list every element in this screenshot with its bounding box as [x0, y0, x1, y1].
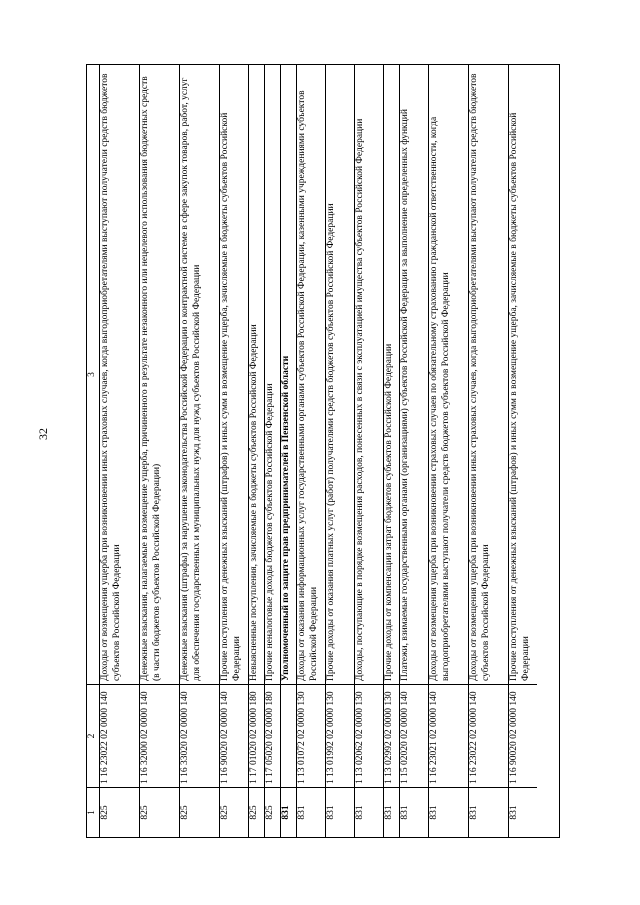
row-description-cell: Невыясненные поступления, зачисляемые в бюджеты субъектов Российской Федерации: [249, 324, 259, 681]
table-row: [140, 65, 180, 837]
row-description-cell: Доходы от возмещения ущерба при возникновении иных страховых случаев, когда выгодоприобретателями выступают получатели средств бюджетов субъектов Российской Федерации: [100, 73, 122, 681]
row-description-cell: Денежные взыскания (штрафы) за нарушение законодательства Российской Федерации о контрактной системе в сфере закупок товаров, работ, услуг для обеспечения государственных и муниципальных нужд для нужд субъектов Российской Федерации: [180, 77, 202, 681]
table-header-row: [87, 65, 100, 837]
row-kbk-cell: 1 16 23021 02 0000 140: [429, 684, 468, 787]
page-number: 32: [36, 428, 50, 440]
row-kbk-cell: 1 13 01992 02 0000 130: [326, 684, 354, 787]
row-kbk-cell: 1 13 01072 02 0000 130: [297, 684, 325, 787]
row-kbk-cell: 1 17 01020 02 0000 180: [249, 684, 264, 787]
row-kbk-cell: 1 17 05020 02 0000 180: [265, 684, 280, 787]
row-description-cell: Доходы от возмещения ущерба при возникновении иных страховых случаев, когда выгодоприобретателями выступают получатели средств бюджетов субъектов Российской Федерации: [469, 73, 491, 681]
table-row: [469, 65, 509, 837]
row-code-cell: 825: [265, 787, 280, 837]
row-description-cell: Платежи, взимаемые государственными органами (организациями) субъектов Российской Федерации за выполнение определенных функций: [400, 109, 410, 681]
table-row: [100, 65, 140, 837]
row-description-cell: Прочие неналоговые доходы бюджетов субъектов Российской Федерации: [265, 383, 275, 681]
row-code-cell: 825: [249, 787, 264, 837]
row-description-cell: Прочие доходы от компенсации затрат бюджетов субъектов Российской Федерации: [384, 343, 394, 681]
row-description-cell: Доходы от возмещения ущерба при возникновении страховых случаев по обязательному страхованию гражданской ответственности, когда выгодоприобретателями выступают получатели средств бюджетов субъектов Российской Федерации: [429, 116, 451, 681]
row-description-cell: Уполномоченный по защите прав предпринимателей в Пензенской области: [281, 355, 291, 681]
table-row: [400, 65, 429, 837]
row-kbk-cell: 1 16 23022 02 0000 140: [100, 684, 139, 787]
row-code-cell: 831: [429, 787, 468, 837]
table-container: [86, 64, 560, 838]
table-row: [355, 65, 384, 837]
row-kbk-cell: [281, 684, 296, 787]
header-col-1: 1: [87, 787, 99, 837]
row-code-cell: 825: [100, 787, 139, 837]
row-code-cell: 825: [140, 787, 179, 837]
row-description-cell: Прочие поступления от денежных взысканий (штрафов) и иных сумм в возмещение ущерба, зачисляемые в бюджеты субъектов Российской Федерации: [220, 112, 242, 681]
table-row: [297, 65, 326, 837]
row-code-cell: 831: [326, 787, 354, 837]
row-kbk-cell: 1 16 90020 02 0000 140: [509, 684, 537, 787]
row-kbk-cell: 1 15 02020 02 0000 140: [400, 684, 428, 787]
row-kbk-cell: 1 13 02992 02 0000 130: [384, 684, 399, 787]
row-description-cell: Доходы, поступающие в порядке возмещения расходов, понесенных в связи с эксплуатацией имущества субъектов Российской Федерации: [355, 118, 365, 681]
table-row: [326, 65, 355, 837]
table-row: [220, 65, 249, 837]
row-code-cell: 831: [281, 787, 296, 837]
table-row: [509, 65, 537, 837]
table-row: [265, 65, 281, 837]
row-code-cell: 831: [400, 787, 428, 837]
row-code-cell: 831: [469, 787, 508, 837]
row-code-cell: 831: [297, 787, 325, 837]
row-kbk-cell: 1 16 33020 02 0000 140: [180, 684, 219, 787]
row-description-cell: Денежные взыскания, налагаемые в возмещение ущерба, причиненного в результате незаконного или нецелевого использования бюджетных средств (в части бюджетов субъектов Российской Федерации): [140, 76, 162, 681]
table-row: [429, 65, 469, 837]
row-code-cell: 831: [509, 787, 537, 837]
table-row: [281, 65, 297, 837]
row-description-cell: Прочие поступления от денежных взысканий (штрафов) и иных сумм в возмещение ущерба, зачисляемые в бюджеты субъектов Российской Федерации: [509, 112, 531, 681]
header-col-2: 2: [87, 684, 99, 787]
row-code-cell: 825: [180, 787, 219, 837]
row-kbk-cell: 1 16 23022 02 0000 140: [469, 684, 508, 787]
row-description-cell: Прочие доходы от оказания платных услуг (работ) получателями средств бюджетов субъектов Российской Федерации: [326, 203, 336, 681]
row-kbk-cell: 1 16 32000 02 0000 140: [140, 684, 179, 787]
revenue-table: [86, 64, 560, 838]
table-row: [180, 65, 220, 837]
row-kbk-cell: 1 16 90020 02 0000 140: [220, 684, 248, 787]
header-col-3: 3: [87, 372, 97, 377]
row-code-cell: 831: [384, 787, 399, 837]
table-row: [384, 65, 400, 837]
row-code-cell: 825: [220, 787, 248, 837]
row-code-cell: 831: [355, 787, 383, 837]
table-row: [249, 65, 265, 837]
row-kbk-cell: 1 13 02062 02 0000 130: [355, 684, 383, 787]
row-description-cell: Доходы от оказания информационных услуг государственными органами субъектов Российской Федерации, казенными учреждениями субъектов Российской Федерации: [297, 90, 319, 681]
